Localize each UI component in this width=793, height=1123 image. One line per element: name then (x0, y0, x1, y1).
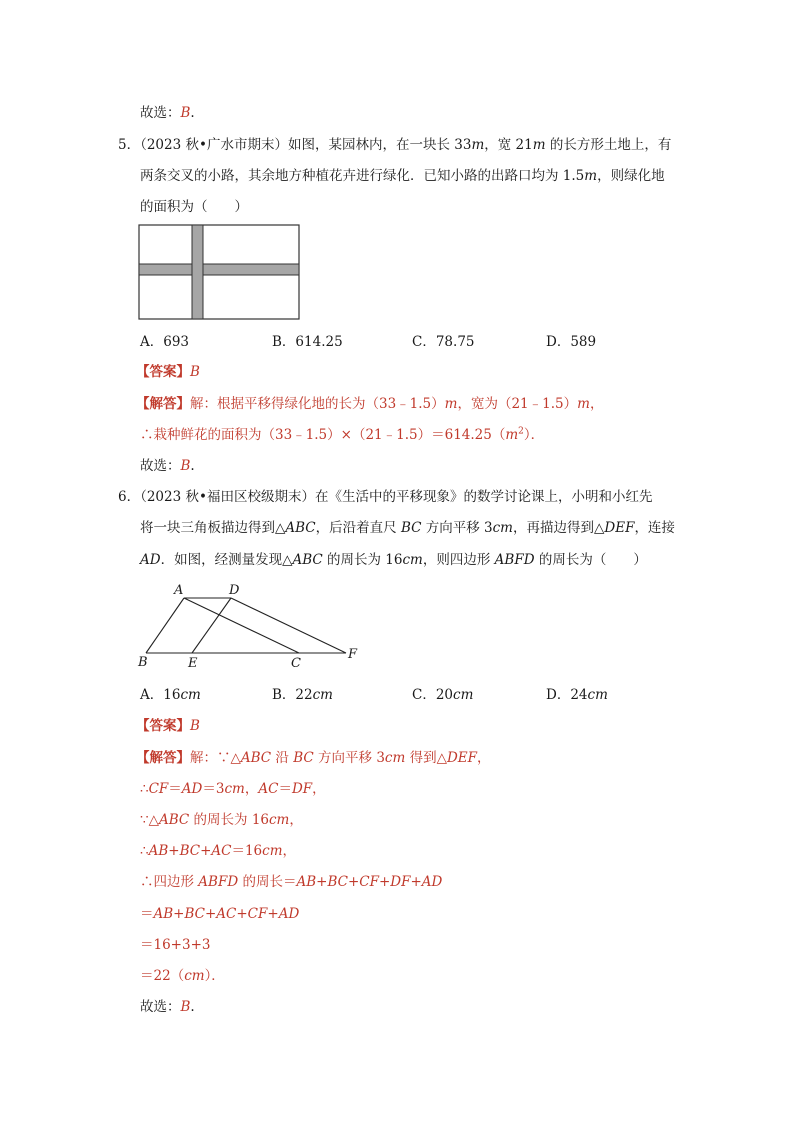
q5-line-1: 5．（2023 秋•广水市期末）如图，某园林内，在一块长 33m，宽 21m 的长方形土地上，有 (118, 137, 672, 153)
q5-option-c: C．78.75 (412, 334, 475, 350)
label-e: E (188, 656, 198, 670)
label-a: A (174, 583, 184, 598)
label-c: C (291, 656, 301, 670)
q6-solution-1: 【解答】解：∵△ABC 沿 BC 方向平移 3cm 得到△DEF， (136, 750, 491, 766)
q5-option-a: A．693 (140, 334, 190, 350)
q4-conclusion: 故选：B. (140, 105, 195, 121)
segment-df (231, 598, 346, 653)
q6-number: 6． (118, 489, 141, 505)
q5-solution-1: 【解答】解：根据平移得绿化地的长为（33﹣1.5）m，宽为（21﹣1.5）m， (136, 396, 604, 412)
q5-solution-2: ∴栽种鲜花的面积为$(33﹣1.5)\times(21﹣1.5)=614.25(m^2)$． (140, 426, 545, 443)
q6-conclusion: 故选：B. (140, 999, 195, 1015)
q5-source: （2023 秋•广水市期末） (140, 137, 288, 153)
label-f: F (348, 647, 358, 662)
segment-ac (184, 598, 299, 653)
q6-solution-4: ∴AB+BC+AC＝16cm， (140, 843, 297, 859)
q6-solution-3: ∵△ABC 的周长为 16cm， (140, 812, 303, 828)
q6-option-a: A．16cm (140, 687, 201, 703)
q6-option-b: B．22cm (272, 687, 333, 703)
q6-source: （2023 秋•福田区校级期末） (140, 489, 315, 505)
q6-option-d: D．24cm (546, 687, 608, 703)
q6-option-c: C．20cm (412, 687, 474, 703)
q6-solution-2: ∴CF＝AD＝3cm，AC＝DF， (140, 781, 326, 797)
q6-figure-triangles (134, 578, 364, 670)
q6-line-3: AD．如图，经测量发现△ABC 的周长为 16cm，则四边形 ABFD 的周长为（ ） (140, 552, 647, 568)
label-b: B (138, 655, 148, 670)
q6-solution-5: ∴四边形 ABFD 的周长＝AB+BC+CF+DF+AD (140, 874, 443, 890)
label-d: D (229, 583, 240, 598)
q6-line-1: 6．（2023 秋•福田区校级期末）在《生活中的平移现象》的数学讨论课上，小明和小红先 (118, 489, 653, 505)
q5-number: 5． (118, 137, 141, 153)
q5-option-b: B．614.25 (272, 334, 343, 350)
segment-de (192, 598, 231, 653)
q5-answer: 【答案】B (136, 364, 200, 380)
q5-figure-garden-paths (138, 224, 302, 322)
q5-line-2: 两条交叉的小路，其余地方种植花卉进行绿化．已知小路的出路口均为 1.5m，则绿化地 (140, 168, 665, 184)
q6-solution-8: ＝22（cm）． (140, 968, 225, 984)
q6-solution-6: ＝AB+BC+AC+CF+AD (140, 906, 300, 922)
q6-solution-7: ＝16+3+3 (140, 937, 211, 953)
q6-line-2: 将一块三角板描边得到△ABC，后沿着直尺 BC 方向平移 3cm，再描边得到△DEF，连接 (140, 520, 675, 536)
q5-conclusion: 故选：B. (140, 458, 195, 474)
q6-answer: 【答案】B (136, 718, 200, 734)
q5-option-d: D．589 (546, 334, 597, 350)
segment-ab (146, 598, 184, 653)
q5-line-3: 的面积为（ ） (140, 199, 248, 215)
